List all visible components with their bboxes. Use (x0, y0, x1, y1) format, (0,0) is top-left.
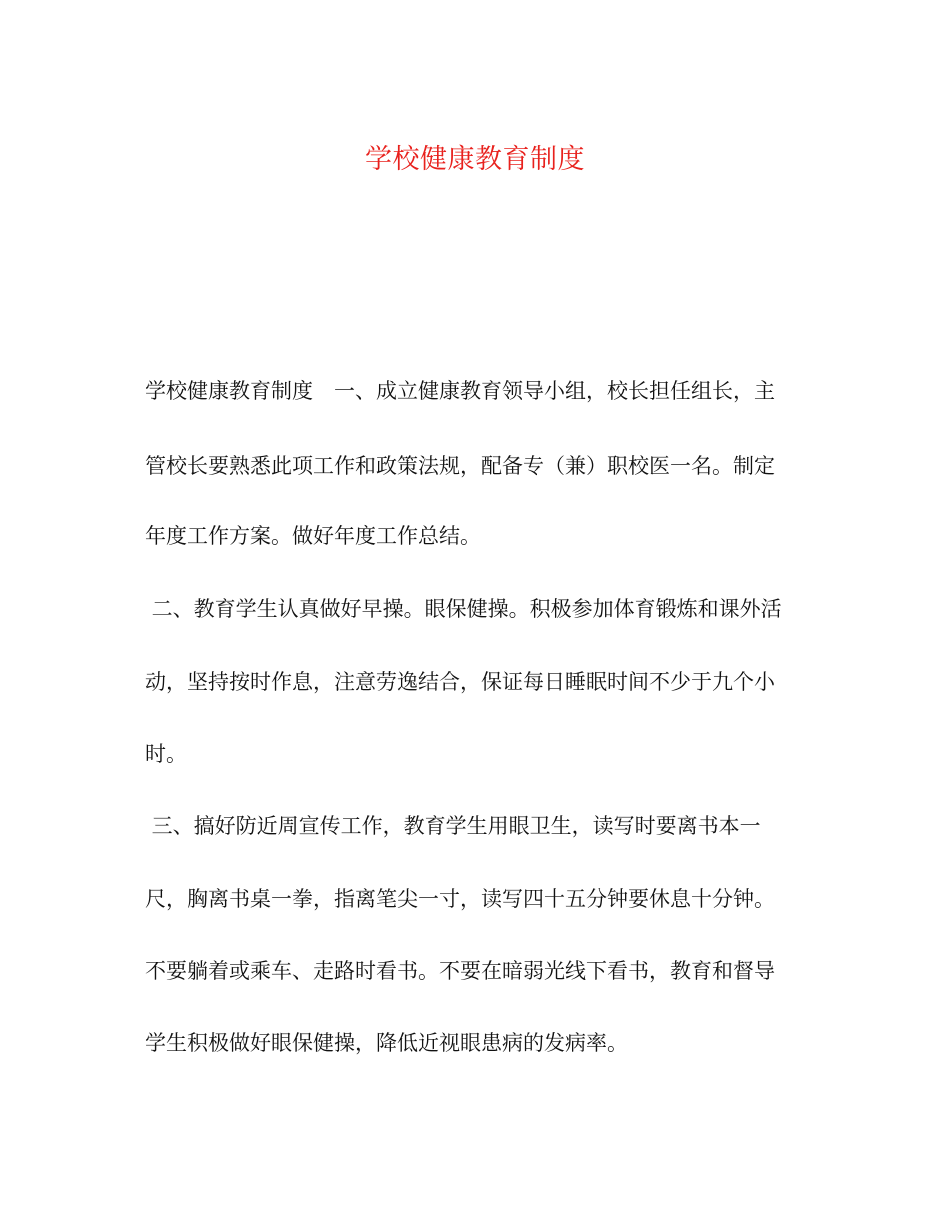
body-line-4: 二、教育学生认真做好早操。眼保健操。积极参加体育锻炼和课外活 (145, 597, 782, 621)
body-line-5: 动，坚持按时作息，注意劳逸结合，保证每日睡眠时间不少于九个小 (145, 670, 775, 694)
body-line-10: 学生积极做好眼保健操，降低近视眼患病的发病率。 (145, 1031, 628, 1055)
body-line-2: 管校长要熟悉此项工作和政策法规，配备专（兼）职校医一名。制定 (145, 454, 775, 478)
body-line-3: 年度工作方案。做好年度工作总结。 (145, 524, 481, 548)
body-line-8: 尺，胸离书桌一拳，指离笔尖一寸，读写四十五分钟要休息十分钟。 (145, 887, 775, 911)
body-line-6: 时。 (145, 742, 187, 766)
body-line-1: 学校健康教育制度 一、成立健康教育领导小组，校长担任组长，主 (145, 379, 775, 403)
body-line-7: 三、搞好防近周宣传工作，教育学生用眼卫生，读写时要离书本一 (145, 814, 761, 838)
body-line-9: 不要躺着或乘车、走路时看书。不要在暗弱光线下看书，教育和督导 (145, 959, 775, 983)
page-title: 学校健康教育制度 (365, 144, 585, 175)
